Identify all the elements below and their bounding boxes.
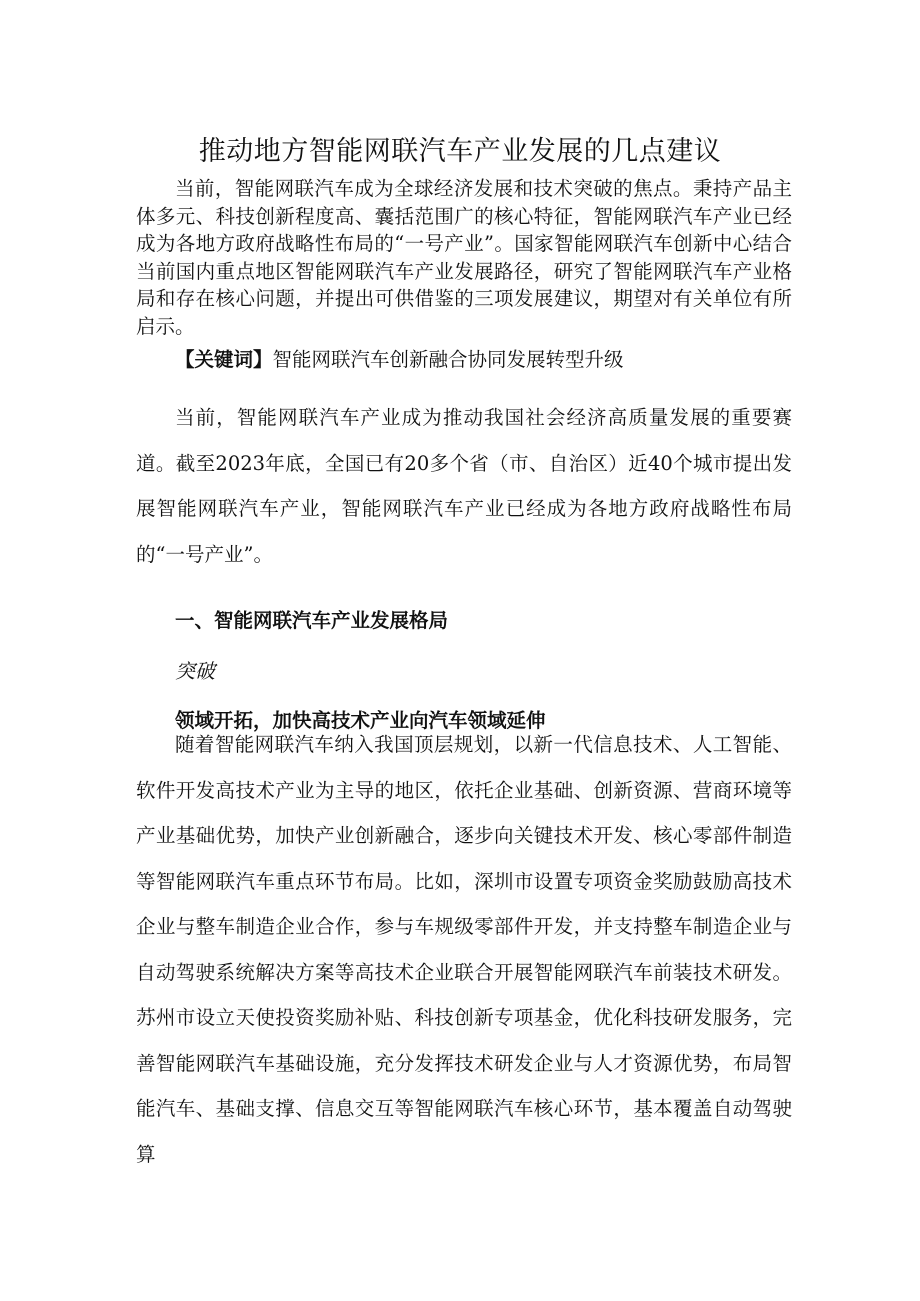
document-title: 推动地方智能网联汽车产业发展的几点建议 — [198, 136, 722, 168]
keywords-label: 【关键词】 — [175, 348, 273, 371]
keywords-text: 智能网联汽车创新融合协同发展转型升级 — [272, 348, 624, 371]
subsection-heading: 突破 — [175, 659, 215, 683]
subsubsection-heading: 领域开拓，加快高技术产业向汽车领域延伸 — [175, 709, 546, 732]
section-heading: 一、智能网联汽车产业发展格局 — [175, 609, 449, 632]
body-paragraph: 随着智能网联汽车纳入我国顶层规划，以新一代信息技术、人工智能、软件开发高技术产业为主导的地区，依托企业基础、创新资源、营商环境等产业基础优势，加快产业创新融合，逐步向关键技术开发、核心零部件制造等智能网联汽车重点环节布局。比如，深圳市设置专项资金奖励鼓励高技术企业与整车制造企业合作，参与车规级零部件开发，并支持整车制造企业与自动驾驶系统解决方案等高技术企业联合开展智能网联汽车前装技术研发。苏州市设立天使投资奖励补贴、科技创新专项基金，优化科技研发服务，完善智能网联汽车基础设施，充分发挥技术研发企业与人才资源优势，布局智能汽车、基础支撑、信息交互等智能网联汽车核心环节，基本覆盖自动驾驶算 — [136, 733, 792, 1166]
abstract-paragraph: 当前，智能网联汽车成为全球经济发展和技术突破的焦点。秉持产品主体多元、科技创新程度高、囊括范围广的核心特征，智能网联汽车产业已经成为各地方政府战略性布局的“一号产业”。国家智能网联汽车创新中心结合当前国内重点地区智能网联汽车产业发展路径，研究了智能网联汽车产业格局和存在核心问题，并提出可供借鉴的三项发展建议，期望对有关单位有所启示。 — [136, 177, 792, 338]
keywords-line — [136, 345, 792, 375]
intro-paragraph: 当前，智能网联汽车产业成为推动我国社会经济高质量发展的重要赛道。截至2023年底，全国已有20多个省（市、自治区）近40个城市提出发展智能网联汽车产业，智能网联汽车产业已经成为各地方政府战略性布局的“一号产业”。 — [136, 406, 792, 566]
